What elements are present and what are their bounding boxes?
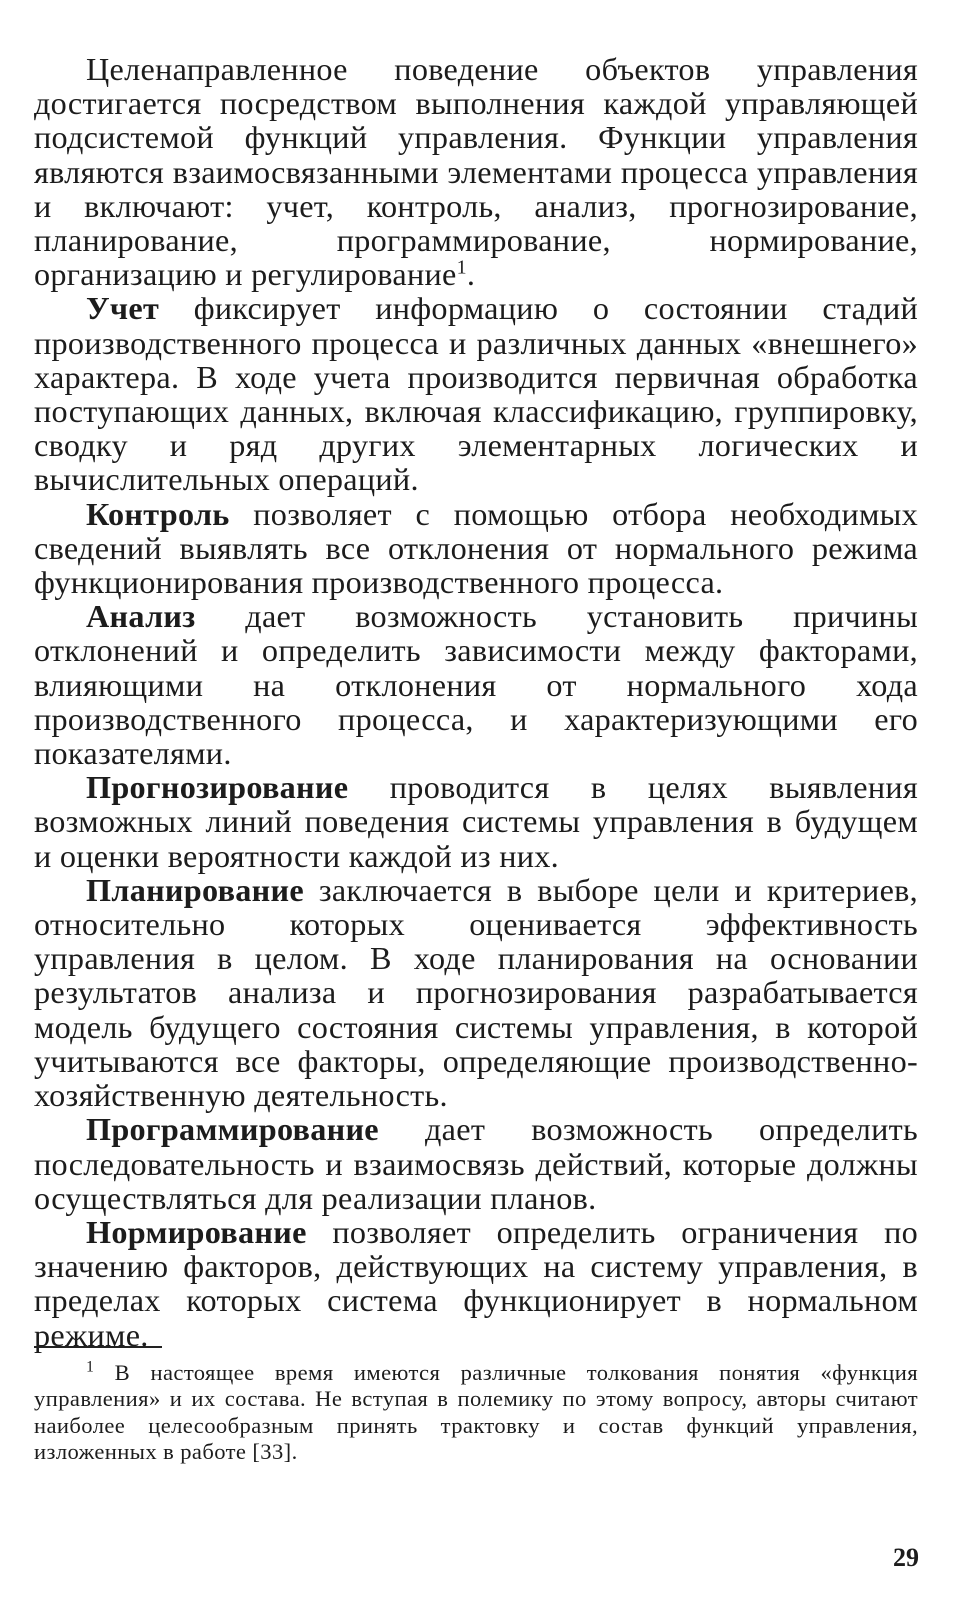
term-analiz: Анализ: [86, 598, 196, 635]
paragraph-intro-end: .: [466, 256, 476, 293]
footnote-divider: [34, 1346, 162, 1348]
paragraph-intro: [34, 52, 918, 291]
paragraph-program: [34, 1112, 918, 1215]
footnote-marker: 1: [86, 1358, 95, 1376]
paragraph-program-text: дает возможность определить последовательность и взаимосвязь действий, которые должны осуществляться для реализации планов.: [34, 1111, 918, 1216]
term-kontrol: Контроль: [86, 495, 230, 532]
term-prognoz: Прогнозирование: [86, 769, 349, 806]
paragraph-uchet: [34, 291, 918, 496]
paragraph-prognoz-text: проводится в целях выявления возможных линий поведения системы управления в будущем и оценки вероятности каждой из них.: [34, 769, 918, 874]
paragraph-kontrol-text: позволяет с помощью отбора необходимых сведений выявлять все отклонения от нормального режима функционирования производственного процесса.: [34, 495, 918, 601]
paragraph-kontrol: [34, 497, 918, 600]
paragraph-prognoz: [34, 770, 918, 873]
main-text: [34, 52, 918, 1352]
term-uchet: Учет: [86, 290, 160, 327]
paragraph-analiz-text: дает возможность установить причины отклонений и определить зависимости между факторами, влияющими на отклонения от нормального хода производственного процесса, и характеризующими его показателями.: [34, 598, 918, 772]
paragraph-norm-text: позволяет определить ограничения по значению факторов, действующих на систему управления, в пределах которых система функционирует в нормальном режиме.: [34, 1213, 918, 1353]
term-plan: Планирование: [86, 871, 304, 908]
footnote: [34, 1360, 918, 1466]
paragraph-plan: [34, 873, 918, 1112]
paragraph-intro-text: Целенаправленное поведение объектов управления достигается посредством выполнения каждой управляющей подсистемой функций управления. Функции управления являются взаимосвязанными элементами процесса управления и включают: учет, контроль, анализ, прогнозирование, планирование, программирование, нормирование, организацию и регулирование: [34, 51, 918, 293]
footnote-text: В настоящее время имеются различные толкования понятия «функция управления» и их состава. Не вступая в полемику по этому вопросу, авторы считают наиболее целесообразным принять трактовку и состав функций управления, изложенных в работе [33].: [34, 1360, 918, 1465]
page-number: 29: [893, 1543, 919, 1572]
footnote-reference: 1: [456, 256, 467, 279]
term-norm: Нормирование: [86, 1213, 307, 1250]
paragraph-plan-text: заключается в выборе цели и критериев, относительно которых оценивается эффективность управления в целом. В ходе планирования на основании результатов анализа и прогнозирования разрабатывается модель будущего состояния системы управления, в которой учитываются все факторы, определяющие производственно-хозяйственную деятельность.: [34, 871, 918, 1114]
paragraph-norm: [34, 1215, 918, 1352]
paragraph-uchet-text: фиксирует информацию о состоянии стадий производственного процесса и различных данных «внешнего» характера. В ходе учета производится первичная обработка поступающих данных, включая классификацию, группировку, сводку и ряд других элементарных логических и вычислительных операций.: [34, 290, 918, 498]
term-program: Программирование: [86, 1111, 379, 1148]
paragraph-analiz: [34, 599, 918, 770]
